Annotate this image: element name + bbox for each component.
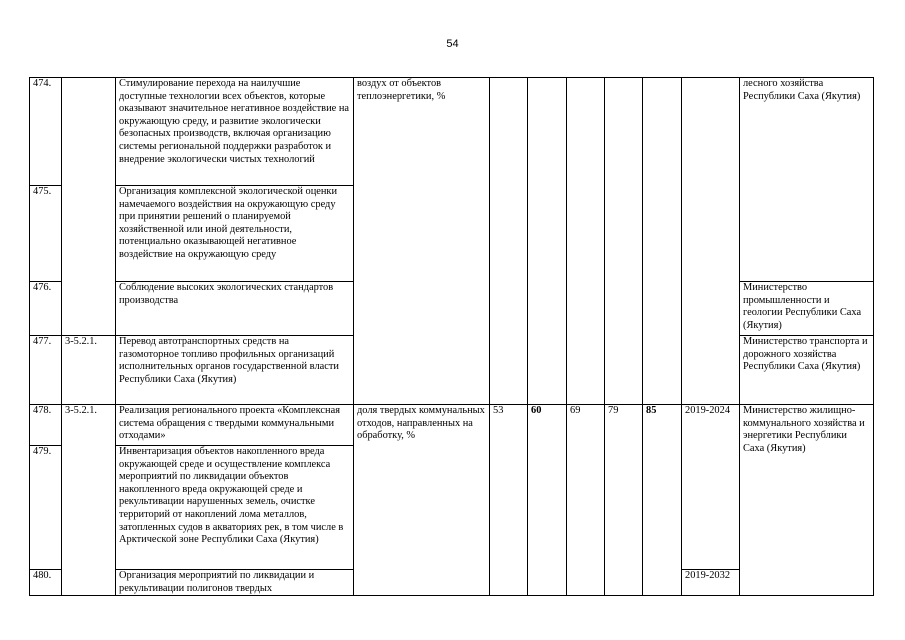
row-measure-text: Реализация регионального проекта «Комплексная система обращения с твердыми коммунальными отходами» <box>116 405 354 446</box>
row-responsible: Министерство жилищно-коммунального хозяйства и энергетики Республики Саха (Якутия) <box>740 405 874 596</box>
row-number: 476. <box>30 282 62 336</box>
row-value-5: 85 <box>643 405 682 596</box>
row-number: 475. <box>30 186 62 282</box>
row-value-cell <box>528 78 567 405</box>
row-indicator: доля твердых коммунальных отходов, направленных на обработку, % <box>354 405 490 596</box>
row-measure-text: Организация комплексной экологической оценки намечаемого воздействия на окружающую среду при принятии решений о планируемой хозяйственной или иной деятельности, потенциально оказывающей негативное воздействие на окружающую среду <box>116 186 354 282</box>
row-value-2: 60 <box>528 405 567 596</box>
row-value-3: 69 <box>567 405 605 596</box>
row-indicator: воздух от объектов теплоэнергетики, % <box>354 78 490 405</box>
row-measure-text: Соблюдение высоких экологических стандартов производства <box>116 282 354 336</box>
row-measure-text: Инвентаризация объектов накопленного вреда окружающей среде и осуществление комплекса мероприятий по ликвидации объектов накопленного вреда окружающей среде и рекультивации нарушенных земель, очистке территорий от накоплений лома металлов, затопленных судов в акваториях рек, в том числе в Арктической зоне Республики Саха (Якутия) <box>116 446 354 570</box>
row-measure-text: Стимулирование перехода на наилучшие доступные технологии всех объектов, которые оказывают значительное негативное воздействие на окружающую среду, и развитие экологически безопасных производств, включая организацию системы региональной поддержки разработок и внедрение экологически чистых технологий <box>116 78 354 186</box>
row-period: 2019-2024 <box>682 405 740 570</box>
row-number: 474. <box>30 78 62 186</box>
row-value-1: 53 <box>490 405 528 596</box>
row-number: 478. <box>30 405 62 446</box>
row-measure-text: Организация мероприятий по ликвидации и рекультивации полигонов твердых <box>116 570 354 596</box>
row-period: 2019-2032 <box>682 570 740 596</box>
row-measure-text: Перевод автотранспортных средств на газомоторное топливо профильных организаций исполнительных органов государственной власти Республики Саха (Якутия) <box>116 336 354 405</box>
row-number: 479. <box>30 446 62 570</box>
row-responsible: Министерство транспорта и дорожного хозяйства Республики Саха (Якутия) <box>740 336 874 405</box>
table-row <box>30 405 874 446</box>
row-responsible: лесного хозяйства Республики Саха (Якутия) <box>740 78 874 282</box>
row-value-cell <box>605 78 643 405</box>
row-number: 480. <box>30 570 62 596</box>
table-row <box>30 78 874 186</box>
row-value-cell <box>643 78 682 405</box>
row-period <box>682 78 740 405</box>
row-responsible: Министерство промышленности и геологии Республики Саха (Якутия) <box>740 282 874 336</box>
page-number: 54 <box>446 38 459 50</box>
row-number: 477. <box>30 336 62 405</box>
row-value-4: 79 <box>605 405 643 596</box>
row-value-cell <box>490 78 528 405</box>
row-value-cell <box>567 78 605 405</box>
row-code: 3-5.2.1. <box>62 336 116 405</box>
measures-table <box>29 77 874 596</box>
row-code <box>62 78 116 336</box>
row-code: 3-5.2.1. <box>62 405 116 596</box>
